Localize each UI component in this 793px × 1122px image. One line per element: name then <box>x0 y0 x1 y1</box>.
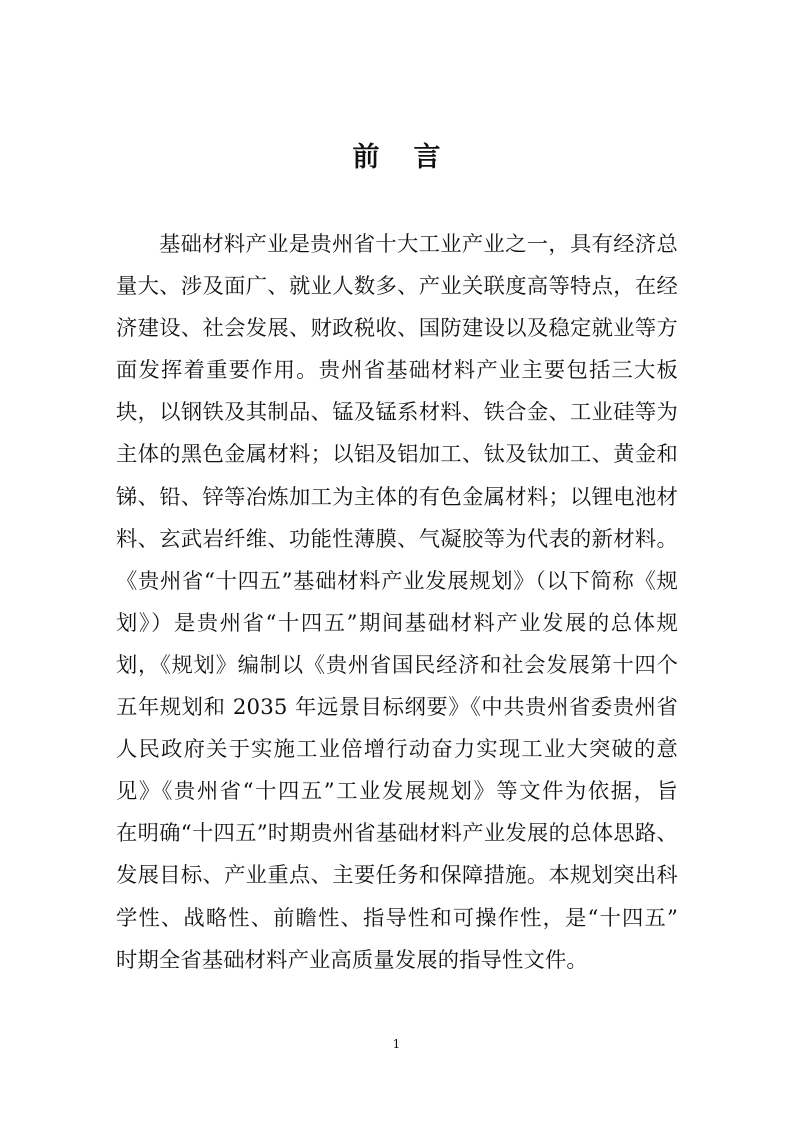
paragraph-line: 五年规划和 2035 年远景目标纲要》《中共贵州省委贵州省 <box>116 695 678 721</box>
paragraph-line: 料、玄武岩纤维、功能性薄膜、气凝胶等为代表的新材料。 <box>116 526 678 552</box>
paragraph-line: 发展目标、产业重点、主要任务和保障措施。本规划突出科 <box>116 863 678 889</box>
paragraph-line: 划，《规划》编制以《贵州省国民经济和社会发展第十四个 <box>116 652 678 678</box>
paragraph-line: 学性、战略性、前瞻性、指导性和可操作性，是“十四五” <box>116 905 678 931</box>
paragraph-line: 《贵州省“十四五”基础材料产业发展规划》（以下简称《规 <box>116 568 678 594</box>
paragraph-line: 见》《贵州省“十四五”工业发展规划》等文件为依据，旨 <box>116 779 678 805</box>
page-number: 1 <box>392 1037 401 1051</box>
preface-paragraph <box>116 224 678 982</box>
paragraph-line: 基础材料产业是贵州省十大工业产业之一，具有经济总 <box>159 232 678 257</box>
paragraph-line: 划》）是贵州省“十四五”期间基础材料产业发展的总体规 <box>116 610 678 636</box>
paragraph-line: 主体的黑色金属材料；以铝及铝加工、钛及钛加工、黄金和 <box>116 442 678 468</box>
page-title: 前言 <box>352 142 475 173</box>
paragraph-line: 量大、涉及面广、就业人数多、产业关联度高等特点，在经 <box>116 274 678 300</box>
paragraph-line: 济建设、社会发展、财政税收、国防建设以及稳定就业等方 <box>116 316 678 342</box>
paragraph-line: 块，以钢铁及其制品、锰及锰系材料、铁合金、工业硅等为 <box>116 400 678 426</box>
paragraph-line: 锑、铅、锌等冶炼加工为主体的有色金属材料；以锂电池材 <box>116 484 678 510</box>
paragraph-line: 时期全省基础材料产业高质量发展的指导性文件。 <box>116 947 588 973</box>
paragraph-line: 面发挥着重要作用。贵州省基础材料产业主要包括三大板 <box>116 358 678 384</box>
paragraph-line: 在明确“十四五”时期贵州省基础材料产业发展的总体思路、 <box>116 821 678 847</box>
paragraph-line: 人民政府关于实施工业倍增行动奋力实现工业大突破的意 <box>116 737 678 763</box>
